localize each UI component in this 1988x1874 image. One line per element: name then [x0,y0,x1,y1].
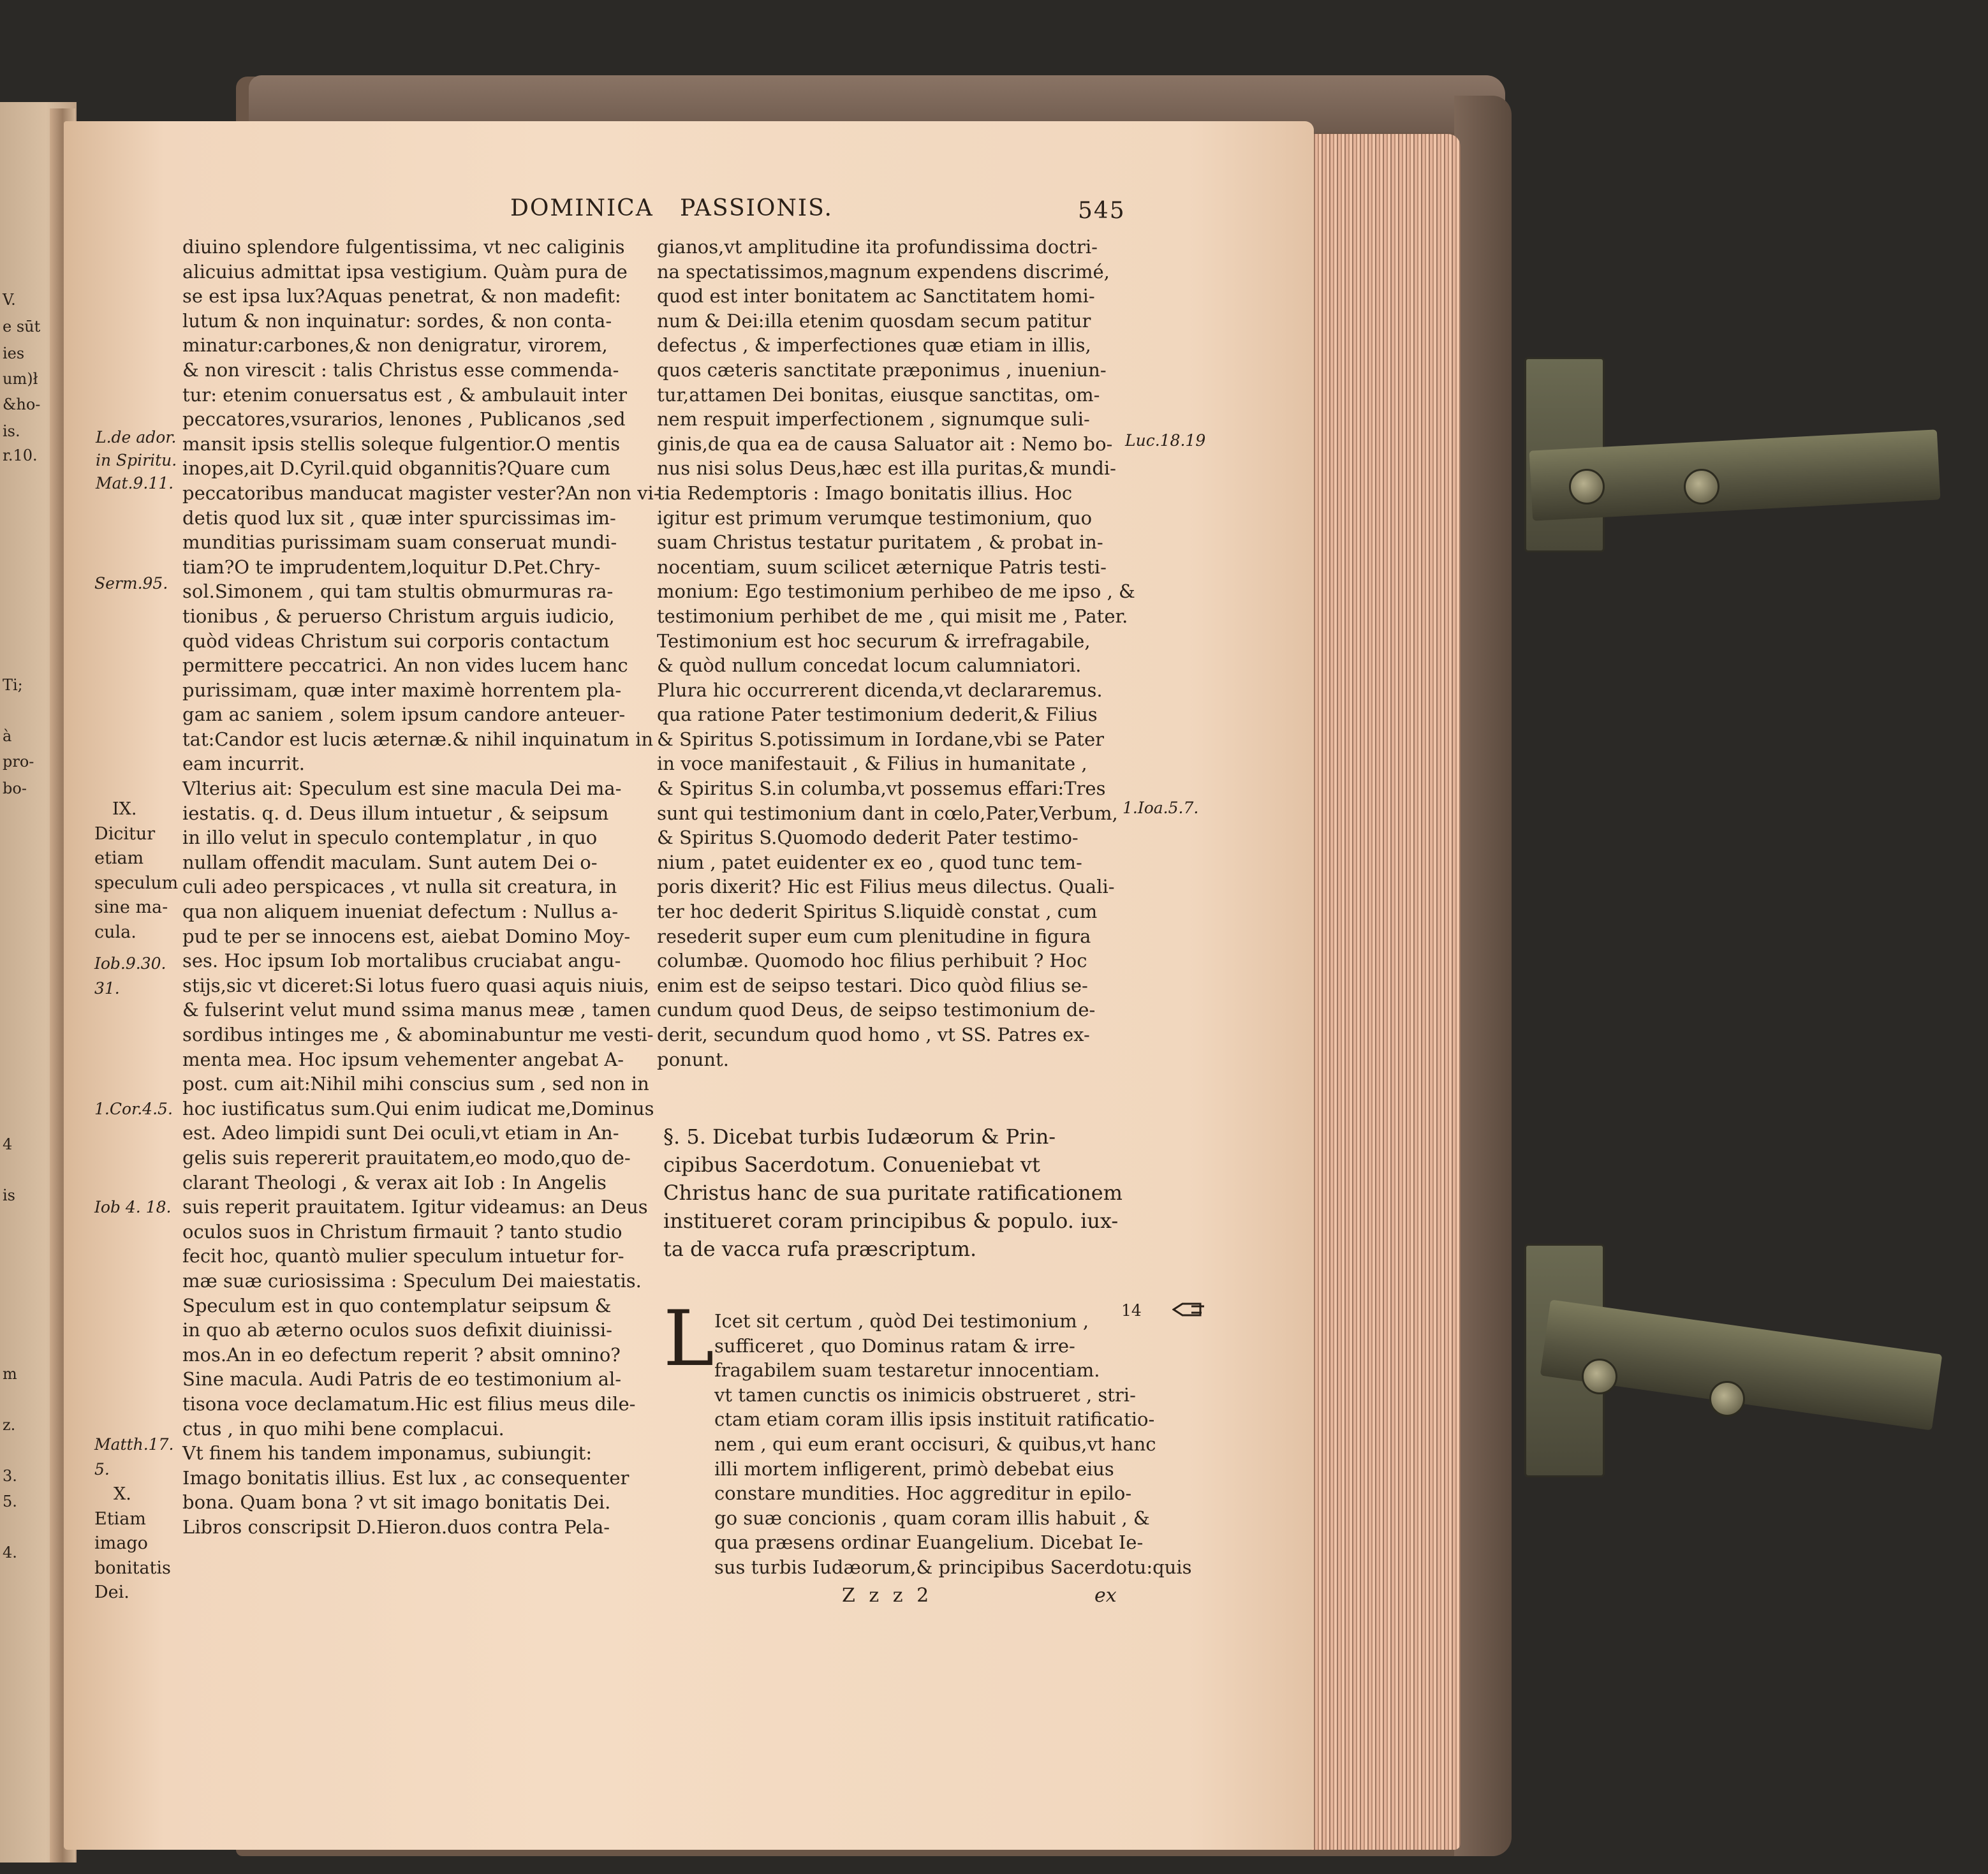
left-page-fragment: bo- [3,779,27,797]
left-page-fragment: Ti; [3,676,23,694]
text-line: minatur:carbones,& non denigratur, virorem, [182,334,608,357]
text-line: suam Christus testatur puritatem , & probat in- [657,531,1103,554]
text-line: Speculum est in quo contemplatur seipsum & [182,1294,612,1317]
text-line: constare mundities. Hoc aggreditur in epilo- [714,1482,1132,1505]
text-line: se est ipsa lux?Aquas penetrat, & non madefit: [182,285,621,307]
text-line: inopes,ait D.Cyril.quid obgannitis?Quare cum [182,457,610,480]
text-line: mæ suæ curiosissima : Speculum Dei maiestatis. [182,1269,642,1292]
text-line: quòd videas Christum sui corporis contactum [182,630,610,652]
margin-note-reference: Serm.95. [94,574,168,593]
text-line: post. cum ait:Nihil mihi conscius sum , sed non in [182,1073,649,1095]
text-line: nullam offendit maculam. Sunt autem Dei o- [182,851,598,873]
text-line: in quo ab æterno oculos suos defixit diuinissi- [182,1319,612,1341]
right-text-column-continued [714,1309,1192,1580]
text-line: & non virescit : talis Christus esse commenda- [182,358,619,381]
text-line: menta mea. Hoc ipsum vehementer angebat A- [182,1048,624,1070]
text-line: stijs,sic vt diceret:Si lotus fuero quasi aquis niuis, [182,974,649,996]
margin-note-reference: L.de ador. in Spiritu. Mat.9.11. [96,428,177,492]
text-line: & Spiritus S.potissimum in Iordane,vbi se Pater [657,728,1104,750]
text-line: sordibus intinges me , & abominabuntur me vesti- [182,1024,654,1045]
text-line: permittere peccatrici. An non vides lucem hanc [182,654,628,677]
text-line: na spectatissimos,magnum expendens discrimé, [657,260,1110,283]
text-line: & Spiritus S.Quomodo dederit Pater testimo- [657,827,1079,849]
left-page-fragment: um)ł [3,370,38,388]
drop-cap: L [663,1295,714,1383]
left-page-fragment: &ho- [3,395,41,413]
left-page-fragment: z. [3,1416,16,1434]
text-line: & quòd nullum concedat locum calumniatori. [657,654,1082,677]
text-line: tiam?O te imprudentem,loquitur D.Pet.Chry- [182,556,601,578]
text-line: tia Redemptoris : Imago bonitatis illius. Hoc [657,482,1073,504]
text-line: Vt finem his tandem imponamus, subiungit: [182,1442,593,1465]
text-line: tur: etenim conuersatus est , & ambulauit inter [182,383,627,406]
text-line: monium: Ego testimonium perhibeo de me ipso , & [657,580,1135,603]
text-line: est. Adeo limpidi sunt Dei oculi,vt etiam in An- [182,1122,619,1144]
text-line: ses. Hoc ipsum Iob mortalibus cruciabat angu- [182,950,621,972]
text-line: hoc iustificatus sum.Qui enim iudicat me,Dominus [182,1097,654,1119]
left-page-fragment: e sūt [3,318,41,336]
text-line: quos cæteris sanctitate præponimus , inueniun- [657,358,1107,381]
left-page-fragment: r.10. [3,446,38,464]
text-line: testimonium perhibet de me , qui misit me , Pater. [657,605,1128,627]
text-line: tat:Candor est lucis æternæ.& nihil inquinatum in [182,728,654,750]
margin-note-reference: Matth.17. 5. [94,1435,174,1479]
text-line: detis quod lux sit , quæ inter spurcissimas im- [182,506,616,529]
text-line: Imago bonitatis illius. Est lux , ac consequenter [182,1466,630,1489]
text-line: gianos,vt amplitudine ita profundissima doctri- [657,236,1098,258]
text-line: go suæ concionis , quam coram illis habuit , & [714,1507,1150,1529]
margin-note-reference: 1.Cor.4.5. [94,1100,173,1118]
text-line: tionibus , & peruerso Christum arguis iudicio, [182,605,615,627]
text-line: gelis suis repererit prauitatem,eo modo,quo de- [182,1146,631,1169]
left-page-fragment: is. [3,422,20,440]
upper-clasp-rivet [1684,469,1719,505]
text-line: illi mortem infligerent, primò debebat eius [714,1457,1114,1480]
section-heading-line: cipibus Sacerdotum. Conueniebat vt [663,1153,1040,1177]
text-line: fecit hoc, quantò mulier speculum intuetur for- [182,1245,624,1267]
text-line: & fulserint velut mund ssima manus meæ , tamen [182,999,651,1021]
text-line: sol.Simonem , qui tam stultis obmurmuras ra- [182,580,614,603]
margin-note-reference: Iob 4. 18. [94,1198,172,1216]
text-line: qua ratione Pater testimonium dederit,& Filius [657,704,1098,726]
text-line: igitur est primum verumque testimonium, quo [657,506,1093,529]
margin-note-reference: Iob.9.30. 31. [94,954,166,998]
text-line: cundum quod Deus, de seipso testimonium de- [657,999,1096,1021]
text-line: iestatis. q. d. Deus illum intuetur , & seipsum [182,802,609,824]
text-line: diuino splendore fulgentissima, vt nec caliginis [182,236,625,258]
section-heading-line: institueret coram principibus & populo. iux- [663,1209,1119,1233]
text-line: Testimonium est hoc securum & irrefragabile, [657,630,1091,652]
pointing-hand-icon [1172,1299,1205,1320]
margin-note-gloss: X. Etiam imago bonitatis Dei. [94,1484,171,1603]
left-page-fragment: 3. [3,1467,17,1485]
running-header-left: DOMINICA [510,195,654,221]
left-page-fragment: is [3,1186,15,1204]
left-page-fragment: m [3,1365,17,1383]
text-line: defectus , & imperfectiones quæ etiam in illis, [657,334,1091,357]
text-line: Icet sit certum , quòd Dei testimonium , [714,1310,1089,1332]
text-line: ginis,de qua ea de causa Saluator ait : Nemo bo- [657,432,1113,455]
text-line: lutum & non inquinatur: sordes, & non conta- [182,309,612,332]
text-line: munditias purissimam suam conseruat mundi- [182,531,617,554]
catchword: ex [1094,1584,1117,1607]
left-text-column [182,235,660,1539]
section-heading [663,1123,1123,1263]
text-line: Vlterius ait: Speculum est sine macula Dei ma- [182,778,622,800]
left-page-fragment: ies [3,344,25,362]
left-page-fragment: 4 [3,1135,13,1153]
lower-clasp-rivet [1709,1381,1745,1417]
left-page-fragment: à [3,727,12,745]
text-line: derit, secundum quod homo , vt SS. Patres ex- [657,1024,1090,1045]
left-page-fragment: 4. [3,1544,17,1561]
margin-note-gloss: IX. Dicitur etiam speculum sine ma- cula. [94,799,179,942]
text-line: nem respuit imperfectionem , signumque suli- [657,408,1090,431]
text-line: qua non aliquem inueniat defectum : Nullus a- [182,901,619,923]
text-line: sus turbis Iudæorum,& principibus Sacerdotu:quis [714,1556,1192,1578]
text-line: Sine macula. Audi Patris de eo testimonium al- [182,1368,622,1391]
text-line: suis reperit prauitatem. Igitur videamus: an Deus [182,1196,648,1218]
upper-clasp-rivet [1569,469,1605,505]
left-page-fragment: 5. [3,1493,17,1510]
section-heading-line: ta de vacca rufa præscriptum. [663,1237,977,1261]
right-text-column [657,235,1135,1072]
lower-clasp-rivet [1582,1359,1617,1394]
text-line: in illo velut in speculo contemplatur , in quo [182,827,598,849]
text-line: tisona voce declamatum.Hic est filius meus dile- [182,1392,636,1415]
margin-note-number: 14 [1121,1301,1142,1320]
text-line: culi adeo perspicaces , vt nulla sit creatura, in [182,876,617,898]
text-line: pud te per se innocens est, aiebat Domino Moy- [182,925,631,947]
page-edges [1307,134,1461,1850]
text-line: num & Dei:illa etenim quosdam secum patitur [657,309,1091,332]
text-line: oculos suos in Christum firmauit ? tanto studio [182,1220,622,1243]
text-line: Libros conscripsit D.Hieron.duos contra Pela- [182,1516,610,1538]
text-line: mos.An in eo defectum reperit ? absit omnino? [182,1343,621,1366]
text-line: eam incurrit. [182,753,305,775]
text-line: columbæ. Quomodo hoc filius perhibuit ? Hoc [657,950,1087,972]
text-line: nocentiam, suum scilicet æternique Patris testi- [657,556,1107,578]
text-line: nus nisi solus Deus,hæc est illa puritas,& mundi- [657,457,1116,480]
book-fore-edge-cover [1454,96,1512,1856]
text-line: tur,attamen Dei bonitas, eiusque sanctitas, om- [657,383,1100,406]
text-line: poris dixerit? Hic est Filius meus dilectus. Quali- [657,876,1115,898]
text-line: ctam etiam coram illis ipsis instituit ratificatio- [714,1408,1155,1431]
text-line: clarant Theologi , & verax ait Iob : In Angelis [182,1171,607,1193]
text-line: peccatoribus manducat magister vester?An non vi- [182,482,660,504]
text-line: purissimam, quæ inter maximè horrentem pla- [182,679,622,701]
margin-note-reference: Luc.18.19 [1125,431,1206,450]
text-line: fragabilem suam testaretur innocentiam. [714,1359,1100,1382]
left-page-fragment: V. [3,291,16,309]
text-line: sufficeret , quo Dominus ratam & irre- [714,1334,1075,1357]
text-line: Plura hic occurrerent dicenda,vt declararemus. [657,679,1103,701]
text-line: enim est de seipso testari. Dico quòd filius se- [657,974,1088,996]
section-heading-line: §. 5. Dicebat turbis Iudæorum & Prin- [663,1125,1056,1149]
signature-mark: Z z z 2 [842,1584,933,1607]
text-line: in voce manifestauit , & Filius in humanitate , [657,753,1087,775]
text-line: gam ac saniem , solem ipsum candore anteuer- [182,704,626,726]
text-line: mansit ipsis stellis soleque fulgentior.O mentis [182,432,621,455]
text-line: qua præsens ordinar Euangelium. Dicebat Ie- [714,1531,1144,1554]
text-line: sunt qui testimonium dant in cœlo,Pater,Verbum, [657,802,1118,824]
text-line: nium , patet euidenter ex eo , quod tunc tem- [657,851,1082,873]
text-line: quod est inter bonitatem ac Sanctitatem homi- [657,285,1095,307]
text-line: ponunt. [657,1048,729,1070]
text-line: resederit super eum cum plenitudine in figura [657,925,1091,947]
text-line: ctus , in quo mihi bene complacui. [182,1417,504,1440]
section-heading-line: Christus hanc de sua puritate ratificationem [663,1181,1123,1205]
text-line: ter hoc dederit Spiritus S.liquidè constat , cum [657,901,1098,923]
margin-note-reference: 1.Ioa.5.7. [1123,799,1199,817]
running-header-right: PASSIONIS. [680,195,833,221]
text-line: peccatores,vsurarios, lenones , Publicanos ,sed [182,408,626,431]
text-line: bona. Quam bona ? vt sit imago bonitatis Dei. [182,1491,611,1514]
page-number: 545 [1078,198,1126,224]
text-line: nem , qui eum erant occisuri, & quibus,vt hanc [714,1433,1156,1455]
text-line: vt tamen cunctis os inimicis obstrueret , stri- [714,1383,1136,1406]
left-page-fragment: pro- [3,753,34,771]
text-line: & Spiritus S.in columba,vt possemus effari:Tres [657,778,1106,800]
text-line: alicuius admittat ipsa vestigium. Quàm pura de [182,260,628,283]
